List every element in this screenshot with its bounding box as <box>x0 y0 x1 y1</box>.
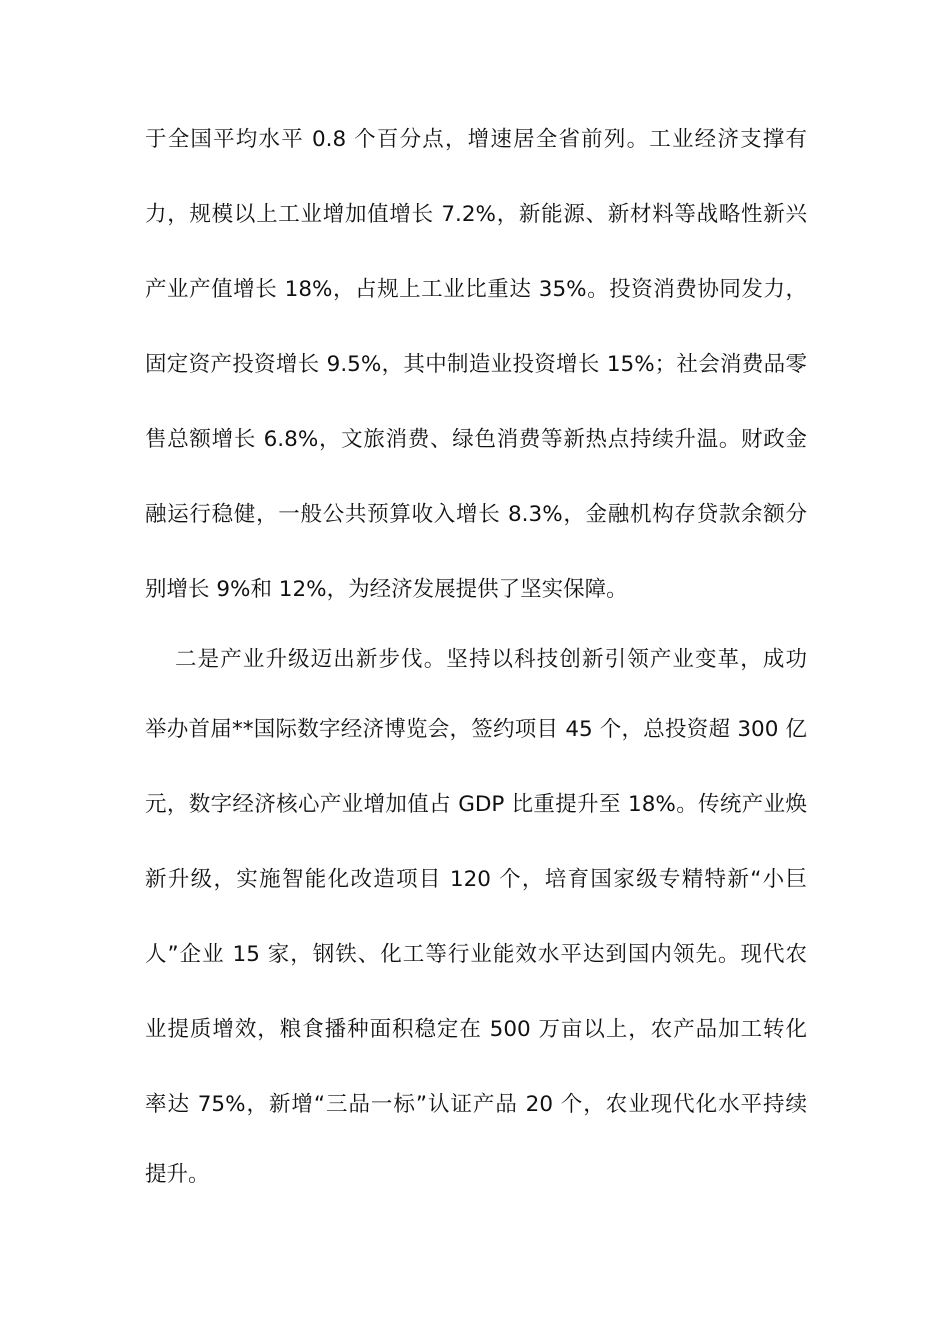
text-line: 率达 75%，新增“三品一标”认证产品 20 个，农业现代化水平持续 <box>145 1092 807 1117</box>
text-line: 提升。 <box>145 1162 210 1187</box>
text-line: 固定资产投资增长 9.5%，其中制造业投资增长 15%；社会消费品零 <box>145 352 807 377</box>
text-line: 产业产值增长 18%，占规上工业比重达 35%。投资消费协同发力， <box>145 277 807 302</box>
text-line: 融运行稳健，一般公共预算收入增长 8.3%，金融机构存贷款余额分 <box>145 502 807 527</box>
text-line: 元，数字经济核心产业增加值占 GDP 比重提升至 18%。传统产业焕 <box>145 792 807 817</box>
text-line: 售总额增长 6.8%，文旅消费、绿色消费等新热点持续升温。财政金 <box>145 427 807 452</box>
text-line: 新升级，实施智能化改造项目 120 个，培育国家级专精特新“小巨 <box>145 867 807 892</box>
text-line: 举办首届**国际数字经济博览会，签约项目 45 个，总投资超 300 亿 <box>145 717 807 742</box>
text-line: 人”企业 15 家，钢铁、化工等行业能效水平达到国内领先。现代农 <box>145 942 807 967</box>
text-line: 二是产业升级迈出新步伐。坚持以科技创新引领产业变革，成功 <box>175 647 807 672</box>
text-line: 业提质增效，粮食播种面积稳定在 500 万亩以上，农产品加工转化 <box>145 1017 807 1042</box>
text-line: 于全国平均水平 0.8 个百分点，增速居全省前列。工业经济支撑有 <box>145 127 807 152</box>
text-line: 力，规模以上工业增加值增长 7.2%，新能源、新材料等战略性新兴 <box>145 202 807 227</box>
text-line: 别增长 9%和 12%，为经济发展提供了坚实保障。 <box>145 577 628 602</box>
